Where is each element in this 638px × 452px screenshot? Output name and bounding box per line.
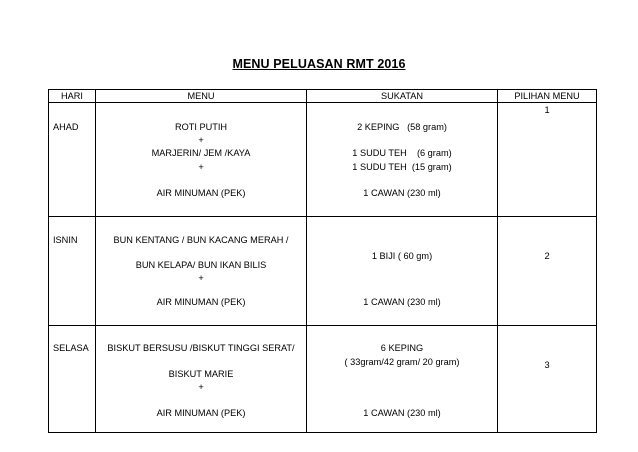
- menu-line: +: [198, 135, 204, 145]
- sukatan-line: ( 33gram/42 gram/ 20 gram): [344, 357, 460, 367]
- menu-line: BUN KENTANG / BUN KACANG MERAH /: [113, 235, 289, 245]
- table-header-row: [49, 90, 597, 103]
- pilihan-cell: [498, 103, 597, 217]
- table-row: [49, 103, 597, 217]
- pilihan-value: 2: [544, 251, 550, 261]
- sukatan-cell: [307, 217, 498, 326]
- sukatan-cell: [307, 326, 498, 433]
- menu-table: [48, 89, 597, 433]
- sukatan-line: 1 CAWAN (230 ml): [363, 188, 441, 198]
- menu-line: AIR MINUMAN (PEK): [156, 297, 246, 307]
- header-sukatan: SUKATAN: [307, 90, 498, 103]
- sukatan-line: 1 SUDU TEH (6 gram): [352, 148, 452, 158]
- menu-line: AIR MINUMAN (PEK): [156, 408, 246, 418]
- menu-cell: [96, 103, 307, 217]
- menu-line: +: [198, 162, 204, 172]
- sukatan-line: 1 SUDU TEH (15 gram): [352, 162, 452, 172]
- menu-line: +: [198, 382, 204, 392]
- table-row: [49, 217, 597, 326]
- menu-line: BISKUT BERSUSU /BISKUT TINGGI SERAT/: [107, 343, 295, 353]
- sukatan-line: 2 KEPING (58 gram): [357, 122, 447, 132]
- menu-line: +: [198, 273, 204, 283]
- document-title: MENU PELUASAN RMT 2016: [232, 57, 406, 71]
- header-pilihan-menu: PILIHAN MENU: [498, 90, 597, 103]
- sukatan-line: 6 KEPING: [380, 343, 424, 353]
- hari-cell: [49, 217, 96, 326]
- table-row: [49, 326, 597, 433]
- menu-line: BISKUT MARIE: [168, 369, 234, 379]
- hari-label: SELASA: [53, 343, 89, 353]
- pilihan-value: 1: [544, 105, 550, 115]
- sukatan-line: 1 CAWAN (230 ml): [363, 297, 441, 307]
- sukatan-line: 1 BIJI ( 60 gm): [371, 251, 433, 261]
- hari-label: AHAD: [53, 122, 79, 132]
- sukatan-line: 1 CAWAN (230 ml): [363, 408, 441, 418]
- hari-label: ISNIN: [53, 235, 78, 245]
- pilihan-value: 3: [544, 360, 550, 370]
- menu-line: MARJERIN/ JEM /KAYA: [151, 148, 251, 158]
- pilihan-cell: [498, 217, 597, 326]
- hari-cell: [49, 326, 96, 433]
- menu-line: AIR MINUMAN (PEK): [156, 188, 246, 198]
- header-menu: MENU: [96, 90, 307, 103]
- header-hari: HARI: [49, 90, 96, 103]
- pilihan-cell: [498, 326, 597, 433]
- menu-cell: [96, 326, 307, 433]
- hari-cell: [49, 103, 96, 217]
- menu-line: BUN KELAPA/ BUN IKAN BILIS: [135, 260, 267, 270]
- menu-line: ROTI PUTIH: [174, 122, 228, 132]
- sukatan-cell: [307, 103, 498, 217]
- menu-cell: [96, 217, 307, 326]
